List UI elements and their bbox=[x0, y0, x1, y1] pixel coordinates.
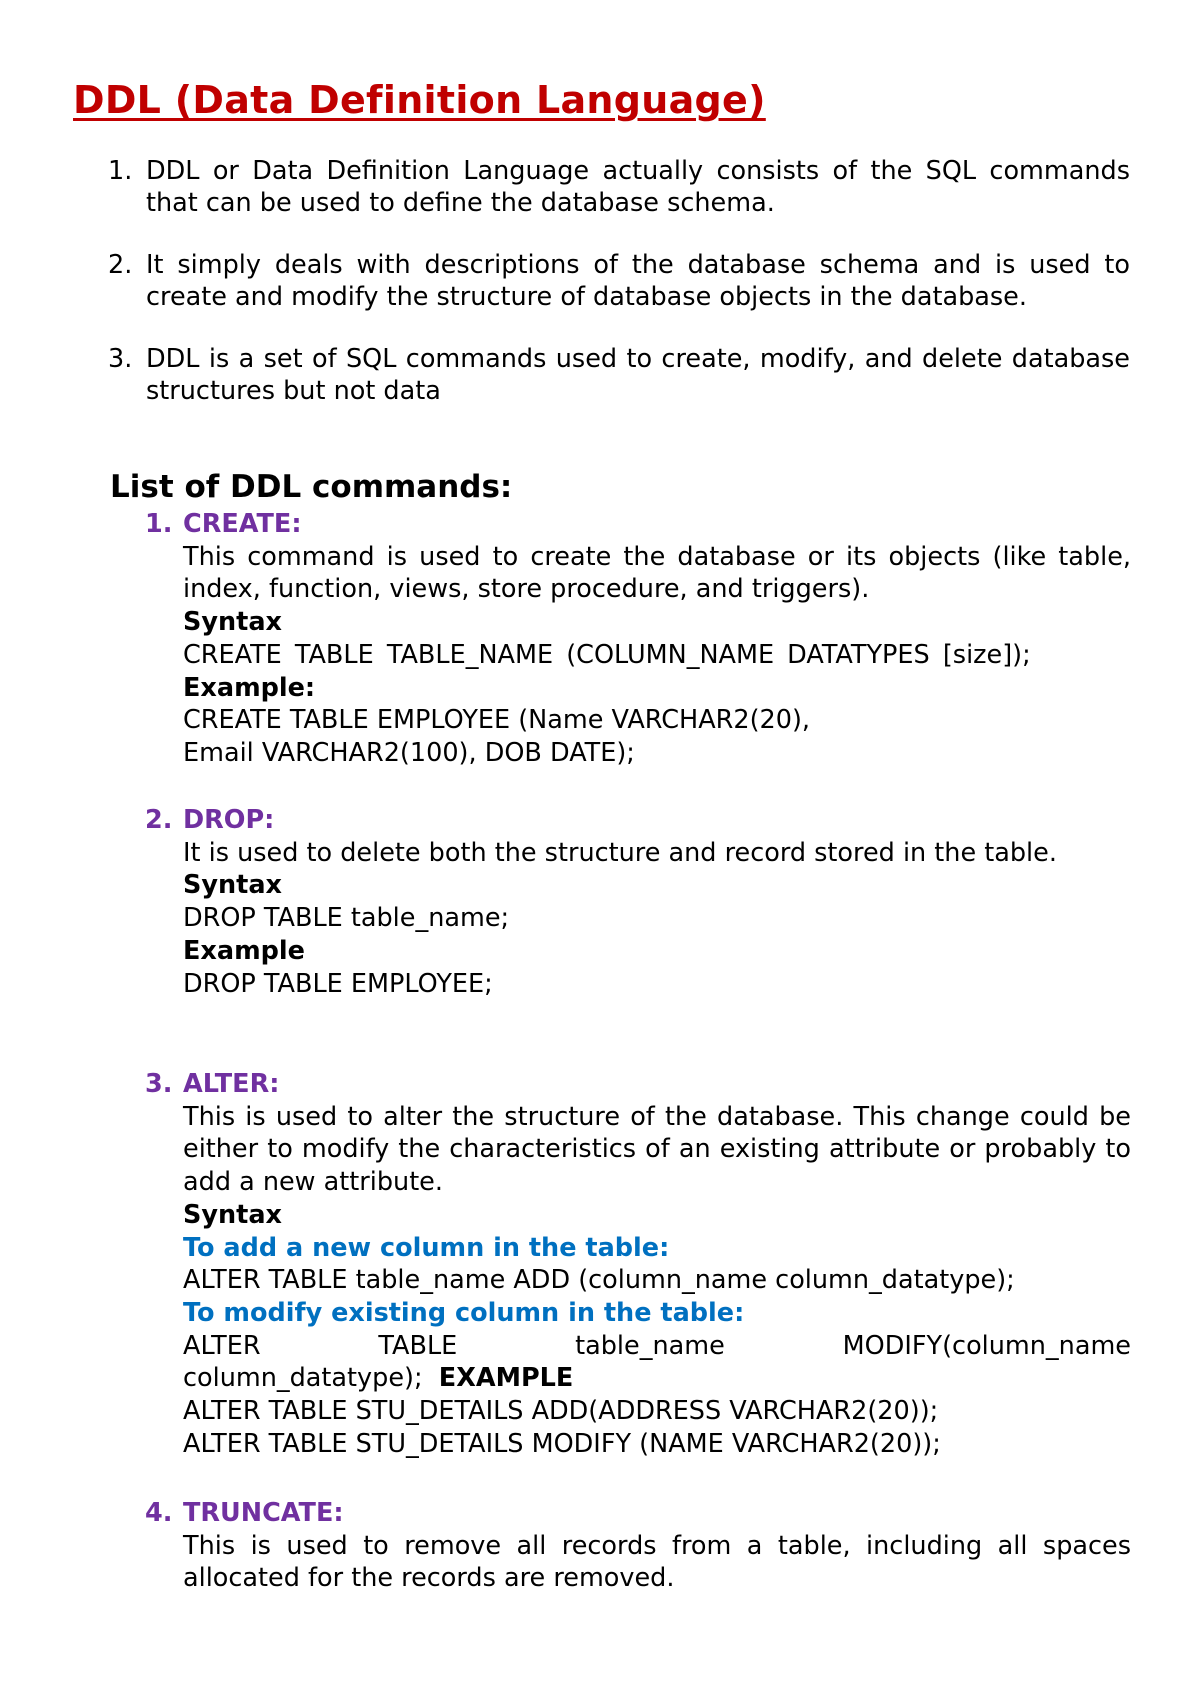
syntax-label: Syntax bbox=[183, 1199, 282, 1230]
syntax-label: Syntax bbox=[183, 870, 282, 901]
intro-list bbox=[108, 155, 1130, 437]
command-label: TRUNCATE: bbox=[183, 1498, 344, 1528]
modify-column-label: To modify existing column in the table: bbox=[183, 1297, 745, 1328]
example-label: EXAMPLE bbox=[438, 1363, 574, 1394]
command-heading bbox=[145, 1068, 1131, 1101]
intro-item bbox=[108, 343, 1130, 407]
intro-item-number: 2. bbox=[108, 250, 133, 280]
command-description: This command is used to create the database or its objects (like table, index, function, views, store procedure, and triggers). bbox=[183, 541, 1131, 605]
modify-column-syntax-end: column_datatype); bbox=[183, 1363, 423, 1394]
add-column-label: To add a new column in the table: bbox=[183, 1232, 670, 1263]
syntax-code: CREATE TABLE TABLE_NAME (COLUMN_NAME DATATYPES [size]); bbox=[183, 639, 1031, 670]
command-create bbox=[145, 508, 1131, 770]
intro-item-number: 3. bbox=[108, 344, 133, 374]
intro-item-text: DDL or Data Definition Language actually consists of the SQL commands that can be used to define the database schema. bbox=[146, 156, 1130, 218]
intro-item-number: 1. bbox=[108, 156, 133, 186]
add-column-syntax: ALTER TABLE table_name ADD (column_name column_datatype); bbox=[183, 1265, 1015, 1296]
example-code: Email VARCHAR2(100), DOB DATE); bbox=[183, 737, 635, 768]
command-heading bbox=[145, 804, 1131, 837]
command-label: ALTER: bbox=[183, 1069, 280, 1099]
modify-column-syntax-continued bbox=[183, 1362, 1131, 1395]
example-code: ALTER TABLE STU_DETAILS ADD(ADDRESS VARCHAR2(20)); bbox=[183, 1396, 939, 1427]
example-label: Example: bbox=[183, 672, 316, 703]
intro-item bbox=[108, 249, 1130, 313]
command-number: 3. bbox=[145, 1069, 173, 1099]
modify-column-syntax: ALTER TABLE table_name MODIFY(column_name bbox=[183, 1330, 1131, 1361]
command-truncate bbox=[145, 1497, 1131, 1595]
command-description: This is used to remove all records from a table, including all spaces allocated for the records are removed. bbox=[183, 1530, 1131, 1594]
example-code: DROP TABLE EMPLOYEE; bbox=[183, 968, 493, 999]
command-body bbox=[145, 837, 1131, 1001]
command-description: It is used to delete both the structure and record stored in the table. bbox=[183, 837, 1057, 868]
command-drop bbox=[145, 804, 1131, 1000]
command-number: 2. bbox=[145, 805, 173, 835]
syntax-label: Syntax bbox=[183, 607, 282, 638]
command-body bbox=[145, 1101, 1131, 1461]
command-label: CREATE: bbox=[183, 509, 302, 539]
command-body bbox=[145, 541, 1131, 770]
command-body bbox=[145, 1530, 1131, 1595]
command-number: 1. bbox=[145, 509, 173, 539]
intro-item-text: It simply deals with descriptions of the database schema and is used to create and modify the structure of database objects in the database. bbox=[146, 250, 1130, 312]
example-code: CREATE TABLE EMPLOYEE (Name VARCHAR2(20), bbox=[183, 705, 811, 736]
command-description: This is used to alter the structure of the database. This change could be either to modify the characteristics of an existing attribute or probably to add a new attribute. bbox=[183, 1101, 1131, 1198]
command-label: DROP: bbox=[183, 805, 275, 835]
intro-item bbox=[108, 155, 1130, 219]
syntax-code: DROP TABLE table_name; bbox=[183, 903, 510, 934]
intro-item-text: DDL is a set of SQL commands used to create, modify, and delete database structures but not data bbox=[146, 344, 1130, 406]
example-code: ALTER TABLE STU_DETAILS MODIFY (NAME VARCHAR2(20)); bbox=[183, 1428, 941, 1459]
command-heading bbox=[145, 1497, 1131, 1530]
section-heading: List of DDL commands: bbox=[110, 469, 513, 505]
command-heading bbox=[145, 508, 1131, 541]
command-number: 4. bbox=[145, 1498, 173, 1528]
example-label: Example bbox=[183, 935, 305, 966]
page-title: DDL (Data Definition Language) bbox=[73, 78, 766, 122]
command-alter bbox=[145, 1068, 1131, 1460]
